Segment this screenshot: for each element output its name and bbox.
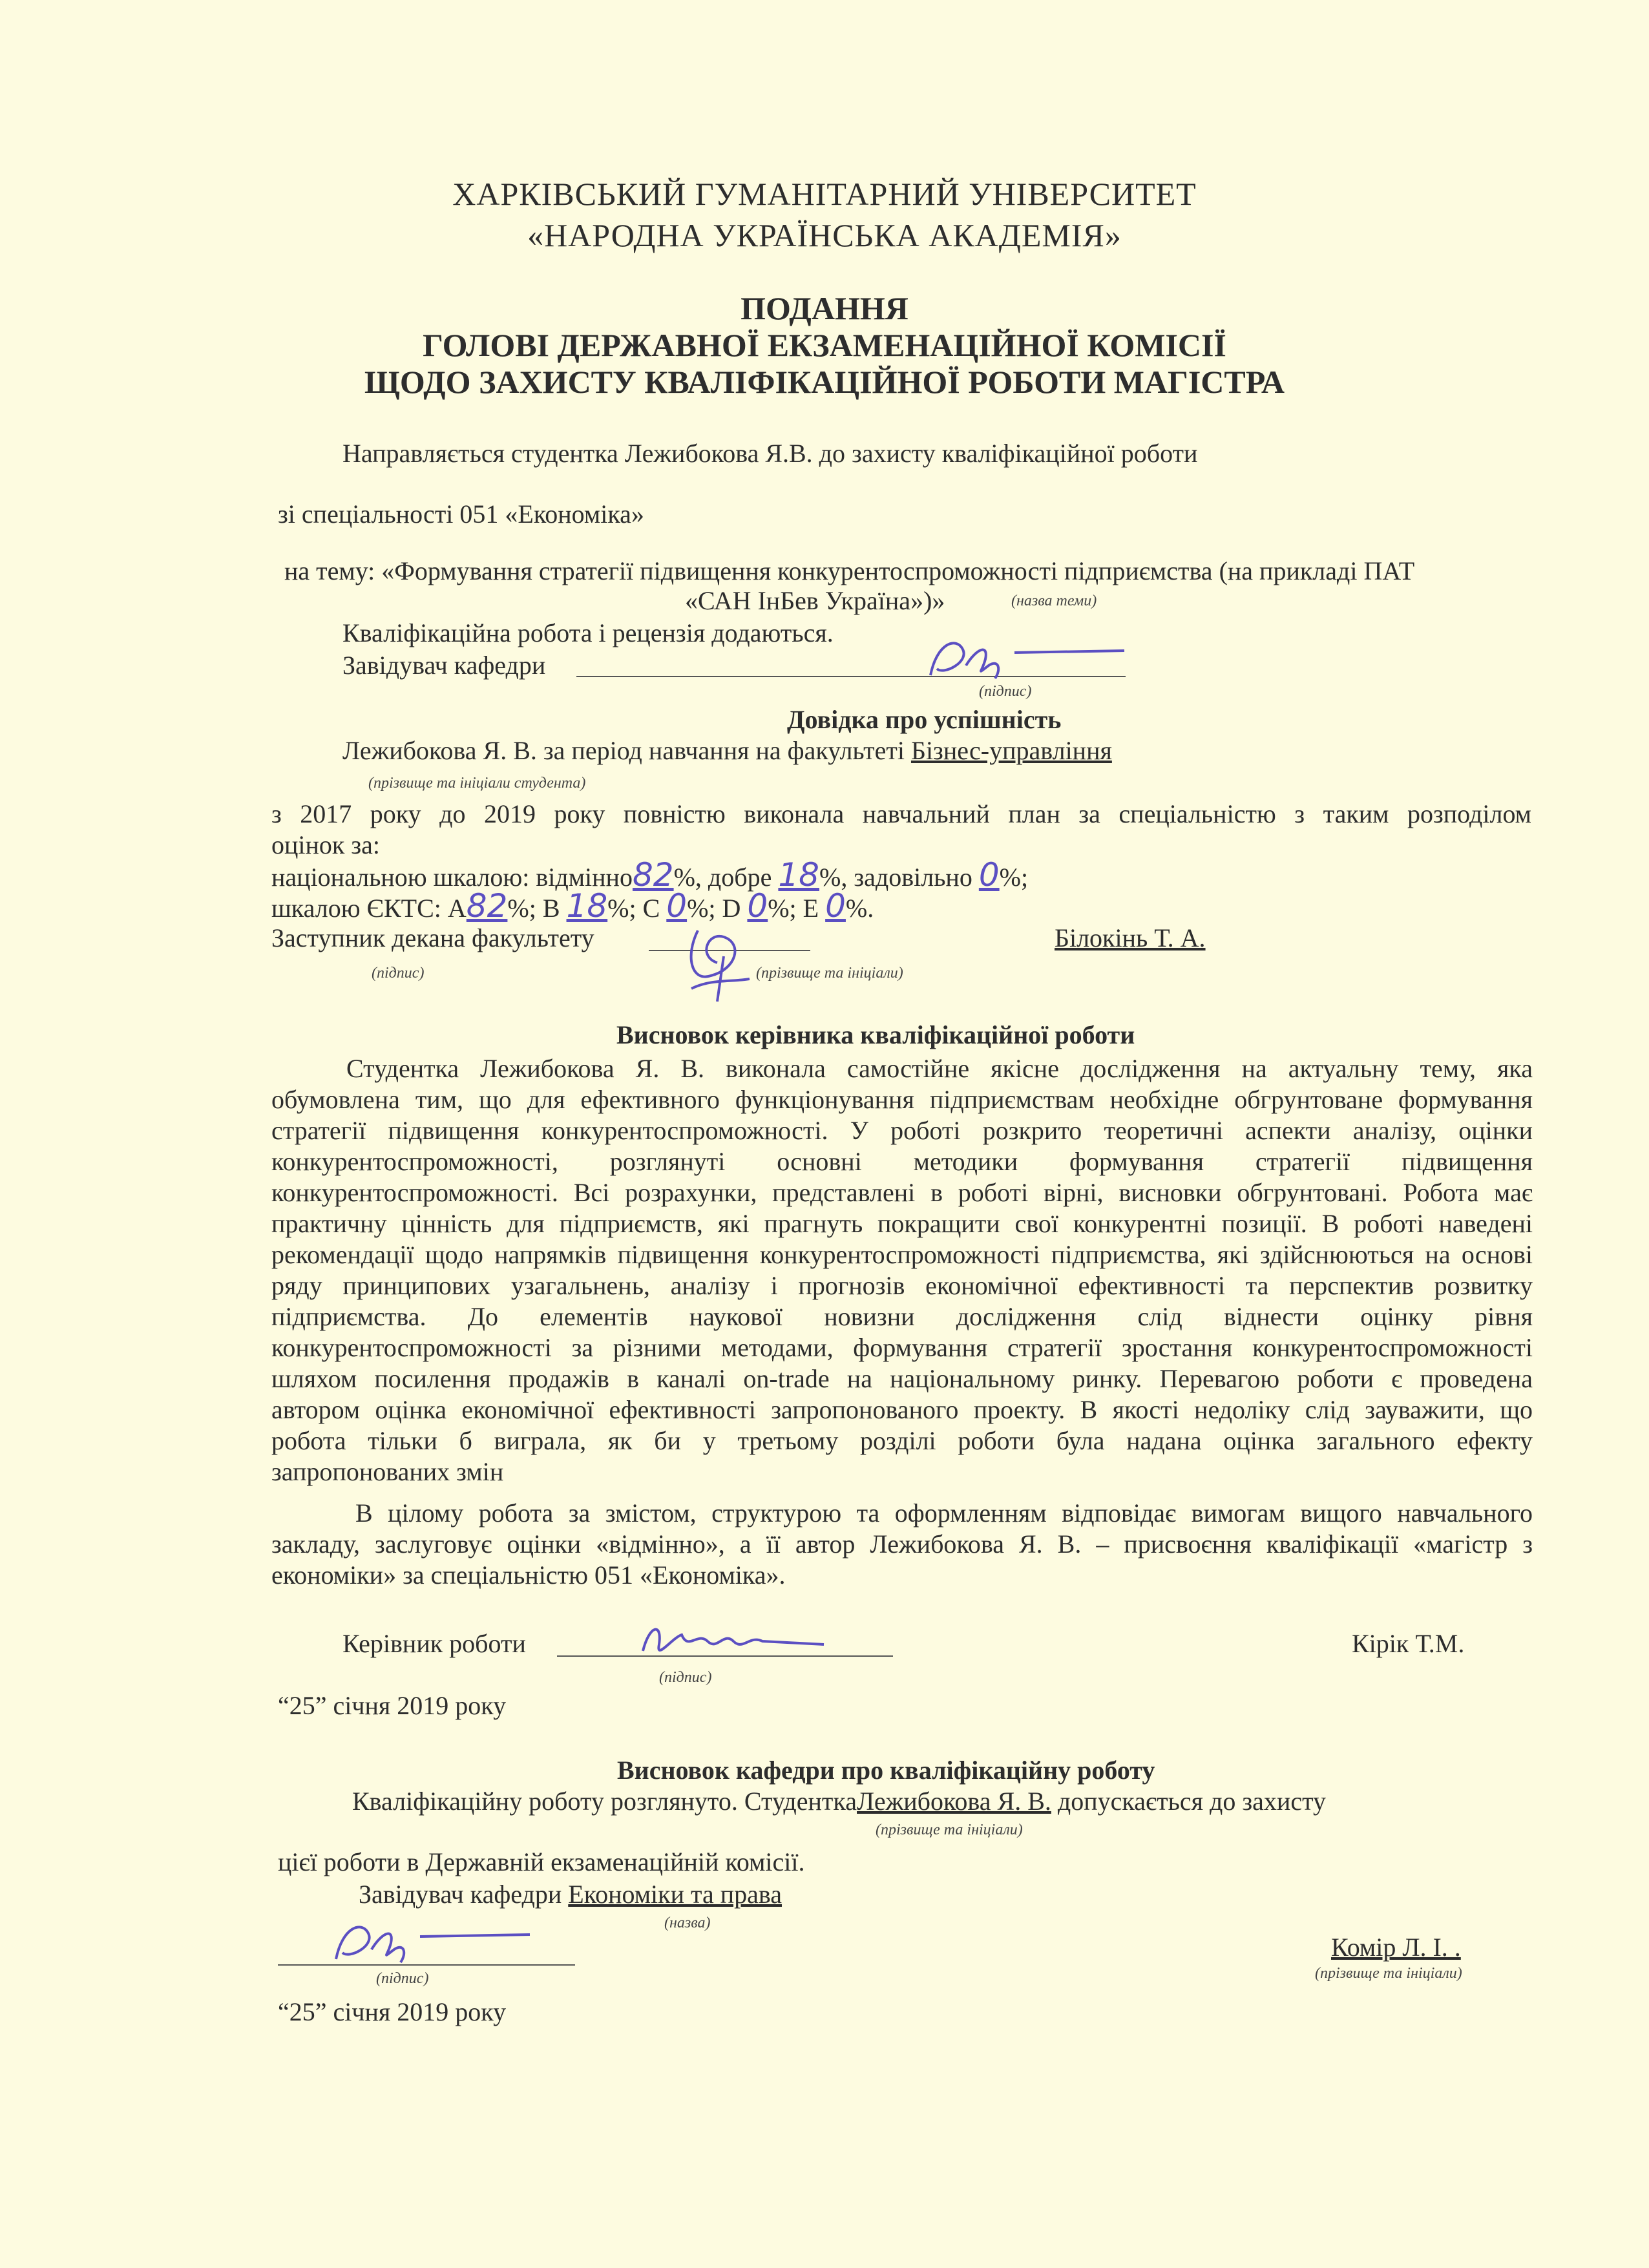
supervisor-summary-line: закладу, заслуговує оцінки «відмінно», а її автор Лежибокова Я. В. – присвоєння кваліфікації «магістр з [271,1529,1533,1559]
student-caption: (прізвище та ініціали студента) [368,775,586,792]
supervisor-text-line: Студентка Лежибокова Я. В. виконала самостійне якісне дослідження на актуальну тему, яка [346,1054,1533,1083]
document-title-line3: ЩОДО ЗАХИСТУ КВАЛІФІКАЦІЙНОЇ РОБОТИ МАГІСТРА [364,364,1285,400]
signature-caption: (підпис) [979,683,1032,700]
ects-e-label: %; Е [768,894,819,923]
department-line-1 [352,1786,1326,1817]
national-satisfactory-value: 0 [978,856,1000,894]
specialty-line: зі спеціальності 051 «Економіка» [278,499,644,529]
department-heading: Висновок кафедри про кваліфікаційну роботу [617,1756,1155,1785]
ects-b-value: 18 [566,887,608,925]
supervisor-heading: Висновок керівника кваліфікаційної роботи [616,1020,1135,1049]
supervisor-text-line: запропонованих змін [271,1457,504,1486]
supervisor-sign-label: Керівник роботи [342,1629,526,1658]
department-sign-caption: (підпис) [376,1970,429,1987]
deputy-name-caption: (прізвище та ініціали) [756,965,903,982]
department-line-1-text: Кваліфікаційну роботу розглянуто. Студентка [352,1787,857,1816]
ects-c-label: %; С [607,894,660,923]
supervisor-text-line: конкурентоспроможності за різними методами, формування стратегії зростання конкурентоспроможності [271,1333,1533,1362]
supervisor-text-line: обумовлена тим, що для ефективного функціонування підприємствам необхідне обгрунтоване формування [271,1085,1533,1114]
department-line-1-end: допускається до захисту [1057,1787,1327,1816]
department-caption: (назва) [664,1915,711,1931]
supervisor-sign-caption: (підпис) [659,1669,712,1686]
supervisor-name: Кірік Т.М. [1352,1629,1465,1658]
attached-line: Кваліфікаційна робота і рецензія додаються. [342,618,834,647]
supervisor-text-line: робота тільки б виграла, як би у третьому розділі роботи була надана оцінка загального ефекту [271,1426,1533,1455]
supervisor-text-line: стратегії підвищення конкурентоспроможності. У роботі розкрито теоретичні аспекти аналізу, оцінки [271,1116,1533,1145]
department-signature-mark [323,1914,543,1972]
department-head-line [359,1879,782,1910]
ects-b-label: %; В [507,894,560,923]
performance-heading: Довідка про успішність [787,705,1062,734]
ects-end: %. [845,894,874,923]
supervisor-signature-mark [636,1612,830,1670]
document-title: ПОДАННЯ [740,290,909,326]
ects-d-label: %; D [687,894,741,923]
department-student-name: Лежибокова Я. В. [857,1787,1051,1816]
department-name: Економіки та права [568,1880,782,1909]
deputy-signature-mark [672,918,769,1008]
supervisor-text-line: конкурентоспроможності. Всі розрахунки, представлені в роботі вірні, висновки обгрунтовані. Робота має [271,1178,1533,1207]
period-line: з 2017 року до 2019 року повністю виконала навчальний план за спеціальністю з таким розподілом [271,799,1531,828]
supervisor-summary-line: В цілому робота за змістом, структурою та оформленням відповідає вимогам вищого навчального [355,1498,1533,1528]
document-title-line2: ГОЛОВІ ДЕРЖАВНОЇ ЕКЗАМЕНАЦІЙНОЇ КОМІСІЇ [423,327,1226,363]
ects-scale-line [271,887,874,925]
deputy-dean-label: Заступник декана факультету [271,923,594,952]
head-of-department-label: Завідувач кафедри [342,651,546,680]
supervisor-text-line: практичну цінність для підприємств, які прагнуть покращити свої конкурентні позиції. В роботі наведені [271,1209,1533,1238]
supervisor-text-line: автором оцінка економічної ефективності запропонованого проекту. В якості недоліку слід зауважити, що [271,1395,1533,1424]
faculty-name: Бізнес-управління [910,736,1112,765]
topic-line-2: «САН ІнБев Україна»)» [685,586,945,615]
supervisor-summary-line: економіки» за спеціальністю 051 «Економіка». [271,1560,786,1590]
university-name: ХАРКІВСЬКИЙ ГУМАНІТАРНИЙ УНІВЕРСИТЕТ [452,176,1197,212]
ects-e-value: 0 [825,887,846,925]
department-signature-line [278,1964,575,1966]
student-period-line [342,735,1112,766]
ects-d-value: 0 [747,887,768,925]
national-label: національною шкалою: відмінно [271,863,633,892]
department-head-caption: (прізвище та ініціали) [1315,1965,1462,1982]
ects-c-value: 0 [666,887,688,925]
good-label: %, добре [673,863,772,892]
student-line-text: Лежибокова Я. В. за період навчання на факультеті [342,736,905,765]
deputy-sign-caption: (підпис) [372,965,425,982]
national-excellent-value: 82 [632,856,674,894]
grades-line: оцінок за: [271,830,381,859]
department-name-caption: (прізвище та ініціали) [876,1822,1023,1838]
department-line-2: цієї роботи в Державній екзаменаційній комісії. [278,1847,805,1876]
percent-suffix: %; [999,863,1029,892]
satisfactory-label: %, задовільно [819,863,972,892]
topic-line-1: на тему: «Формування стратегії підвищення конкурентоспроможності підприємства (на прикладі ПАТ [284,556,1415,585]
supervisor-text-line: рекомендації щодо напрямків підвищення конкурентоспроможності підприємства, які здійснюються на основі [271,1240,1533,1269]
department-head-name: Комір Л. І. . [1331,1933,1461,1962]
department-head-label: Завідувач кафедри [359,1880,562,1909]
supervisor-text-line: підприємства. До елементів наукової новизни дослідження слід віднести оцінку рівня [271,1302,1533,1331]
supervisor-date: “25” січня 2019 року [278,1691,507,1720]
ects-a-value: 82 [466,887,508,925]
topic-caption: (назва теми) [1011,593,1097,609]
supervisor-text-line: конкурентоспроможності, розглянуті основні методики формування стратегії підвищення [271,1147,1533,1176]
supervisor-text-line: шляхом посилення продажів в каналі on-trade на національному ринку. Перевагою роботи є проведена [271,1364,1533,1393]
signature-mark [918,630,1137,688]
academy-name: «НАРОДНА УКРАЇНСЬКА АКАДЕМІЯ» [527,217,1122,253]
supervisor-text-line: ряду принципових узагальнень, аналізу і прогнозів економічної ефективності та перспектив розвитку [271,1271,1533,1300]
intro-line: Направляється студентка Лежибокова Я.В. до захисту кваліфікаційної роботи [342,439,1198,468]
national-good-value: 18 [778,856,819,894]
ects-a-label: шкалою ЄКТС: А [271,894,467,923]
deputy-dean-name: Білокінь Т. А. [1055,923,1206,952]
national-scale-line [271,856,1029,894]
department-date: “25” січня 2019 року [278,1997,507,2026]
